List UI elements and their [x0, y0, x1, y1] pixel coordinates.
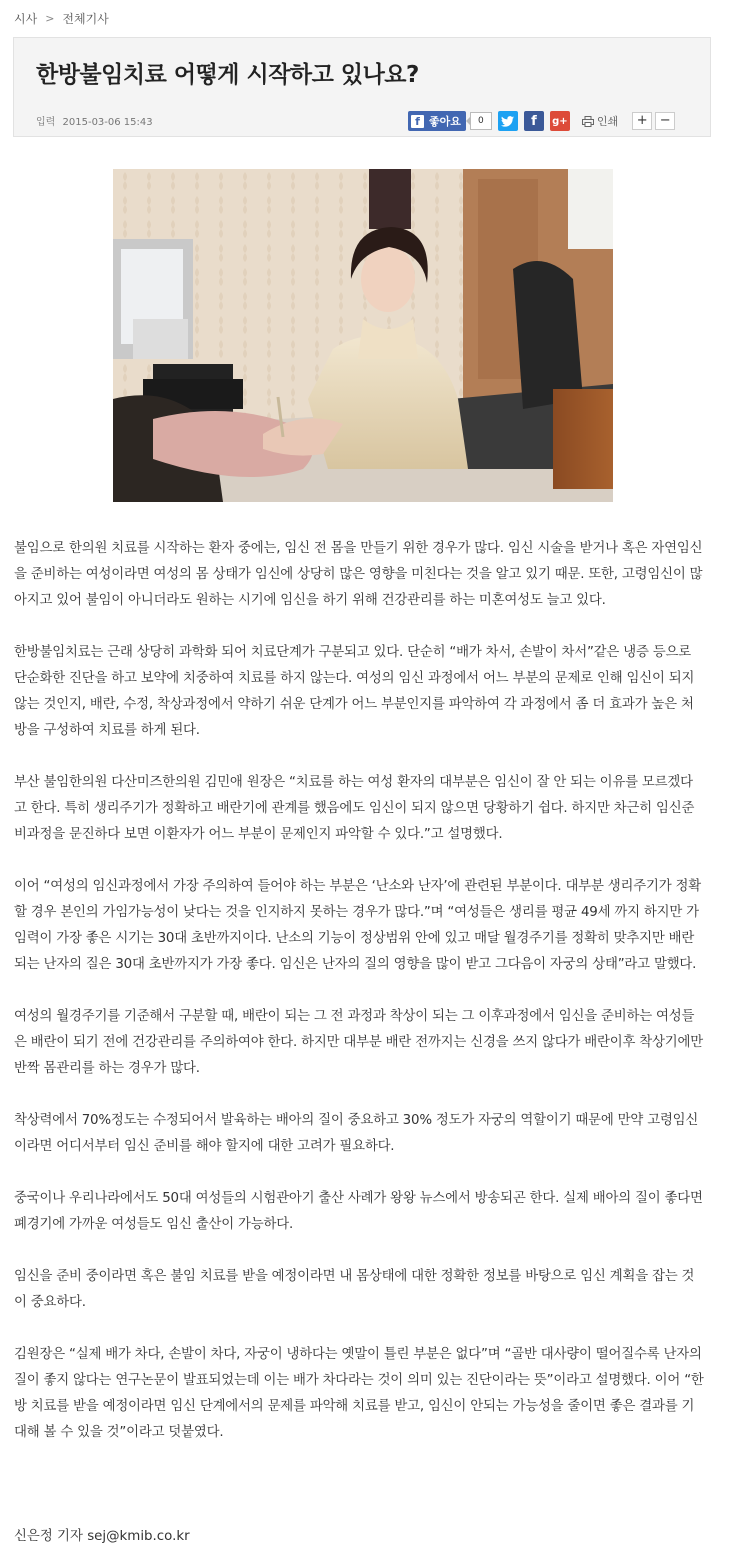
article-paragraph: 중국이나 우리나라에서도 50대 여성들의 시험관아기 출산 사례가 왕왕 뉴스에서 방송되곤 한다. 실제 배아의 질이 좋다면 폐경기에 가까운 여성들도 임신 출산이 가능하다. [14, 1191, 703, 1232]
twitter-share-button[interactable] [498, 111, 518, 131]
like-count: 0 [470, 112, 492, 130]
article-body [14, 536, 704, 1472]
google-plus-icon: g+ [552, 115, 568, 127]
article-photo [113, 169, 613, 502]
article-title: 한방불임치료 어떻게 시작하고 있나요? [36, 62, 419, 88]
author-byline: 신은정 기자 sej@kmib.co.kr [14, 1529, 190, 1544]
twitter-icon [501, 116, 514, 127]
publish-date [36, 113, 153, 128]
date-value: 2015-03-06 15:43 [62, 117, 153, 128]
article-paragraph: 한방불임치료는 근래 상당히 과학화 되어 치료단계가 구분되고 있다. 단순히 “배가 차서, 손발이 차서”같은 냉증 등으로 단순화한 진단을 하고 보약에 치중하여 치료를 하지 않는다. 여성의 임신 과정에서 어느 부분의 문제로 인해 임신이 되지 않는 것인지, 배란, 수정, 착상과정에서 약하기 쉬운 단계가 어느 부분인지를 파악하여 각 과정에서 좀 더 효과가 높은 처방을 구성하여 치료를 하게 된다. [14, 645, 695, 738]
date-label: 입력 [36, 117, 56, 128]
breadcrumb-separator: > [45, 12, 55, 25]
print-label: 인쇄 [596, 115, 619, 128]
share-toolbar [408, 111, 675, 131]
article-paragraph: 불임으로 한의원 치료를 시작하는 환자 중에는, 임신 전 몸을 만들기 위한 경우가 많다. 임신 시술을 받거나 혹은 자연임신을 준비하는 여성이라면 여성의 몸 상태가 임신에 상당히 많은 영향을 미친다는 것을 알고 있기 때문. 또한, 고령임신이 많아지고 있어 불임이 아니더라도 원하는 시기에 임신을 하기 위해 건강관리를 하는 미혼여성도 늘고 있다. [14, 541, 703, 608]
article-paragraph: 여성의 월경주기를 기준해서 구분할 때, 배란이 되는 그 전 과정과 착상이 되는 그 이후과정에서 임신을 준비하는 여성들은 배란이 되기 전에 건강관리를 주의하여야 한다. 하지만 대부분 배란 전까지는 신경을 쓰지 않다가 배란이후 착상기에만 반짝 몸관리를 하는 경우가 많다. [14, 1009, 703, 1076]
font-increase-button[interactable]: + [632, 112, 652, 130]
print-button[interactable] [582, 113, 618, 129]
facebook-like-button[interactable] [408, 111, 466, 131]
breadcrumb-category-link[interactable]: 전체기사 [62, 12, 109, 26]
facebook-icon: f [531, 113, 537, 129]
font-decrease-button[interactable]: − [655, 112, 675, 130]
like-label: 좋아요 [429, 115, 461, 128]
article-header [13, 37, 711, 137]
article-paragraph: 부산 불임한의원 다산미즈한의원 김민애 원장은 “치료를 하는 여성 환자의 대부분은 임신이 잘 안 되는 이유를 모르겠다고 한다. 특히 생리주기가 정확하고 배란기에 관계를 했음에도 임신이 되지 않으면 당황하기 쉽다. 하지만 차근히 임신준비과정을 문진하다 보면 이환자가 어느 부분이 문제인지 파악할 수 있다.”고 설명했다. [14, 775, 695, 842]
clinic-consultation-image [113, 169, 613, 502]
facebook-share-button[interactable] [524, 111, 544, 131]
breadcrumb-section-link[interactable]: 시사 [14, 12, 38, 26]
google-plus-share-button[interactable] [550, 111, 570, 131]
article-paragraph: 이어 “여성의 임신과정에서 가장 주의하여 들어야 하는 부분은 ‘난소와 난자’에 관련된 부분이다. 대부분 생리주기가 정확할 경우 본인의 가임가능성이 낮다는 것을 인지하지 못하는 경우가 많다.”며 “여성들은 생리를 평균 49세 까지 하지만 가임력이 가장 좋은 시기는 30대 초반까지이다. 난소의 기능이 정상범위 안에 있고 매달 월경주기를 정확히 맞추지만 배란되는 난자의 질은 30대 초반까지가 가장 좋다. 임신은 난자의 질의 영향을 많이 받고 그다음이 자궁의 상태”라고 말했다. [14, 879, 701, 972]
print-icon [582, 116, 594, 127]
article-paragraph: 착상력에서 70%정도는 수정되어서 발육하는 배아의 질이 중요하고 30% 정도가 자궁의 역할이기 때문에 만약 고령임신이라면 어디서부터 임신 준비를 해야 할지에 대한 고려가 필요하다. [14, 1113, 699, 1154]
breadcrumb [14, 10, 109, 27]
article-paragraph: 김원장은 “실제 배가 차다, 손발이 차다, 자궁이 냉하다는 옛말이 틀린 부분은 없다”며 “골반 대사량이 떨어질수록 난자의 질이 좋지 않다는 연구논문이 발표되었는데 이는 배가 차다라는 것이 의미 있는 진단이라는 뜻”이라고 설명했다. 이어 “한방 치료를 받을 예정이라면 임신 단계에서의 문제를 파악해 치료를 받고, 임신이 안되는 가능성을 줄이면 좋은 결과를 기대해 볼 수 있을 것”이라고 덧붙였다. [14, 1347, 704, 1440]
article-paragraph: 임신을 준비 중이라면 혹은 불임 치료를 받을 예정이라면 내 몸상태에 대한 정확한 정보를 바탕으로 임신 계획을 잡는 것이 중요하다. [14, 1269, 695, 1310]
facebook-like-icon: f [411, 115, 424, 128]
